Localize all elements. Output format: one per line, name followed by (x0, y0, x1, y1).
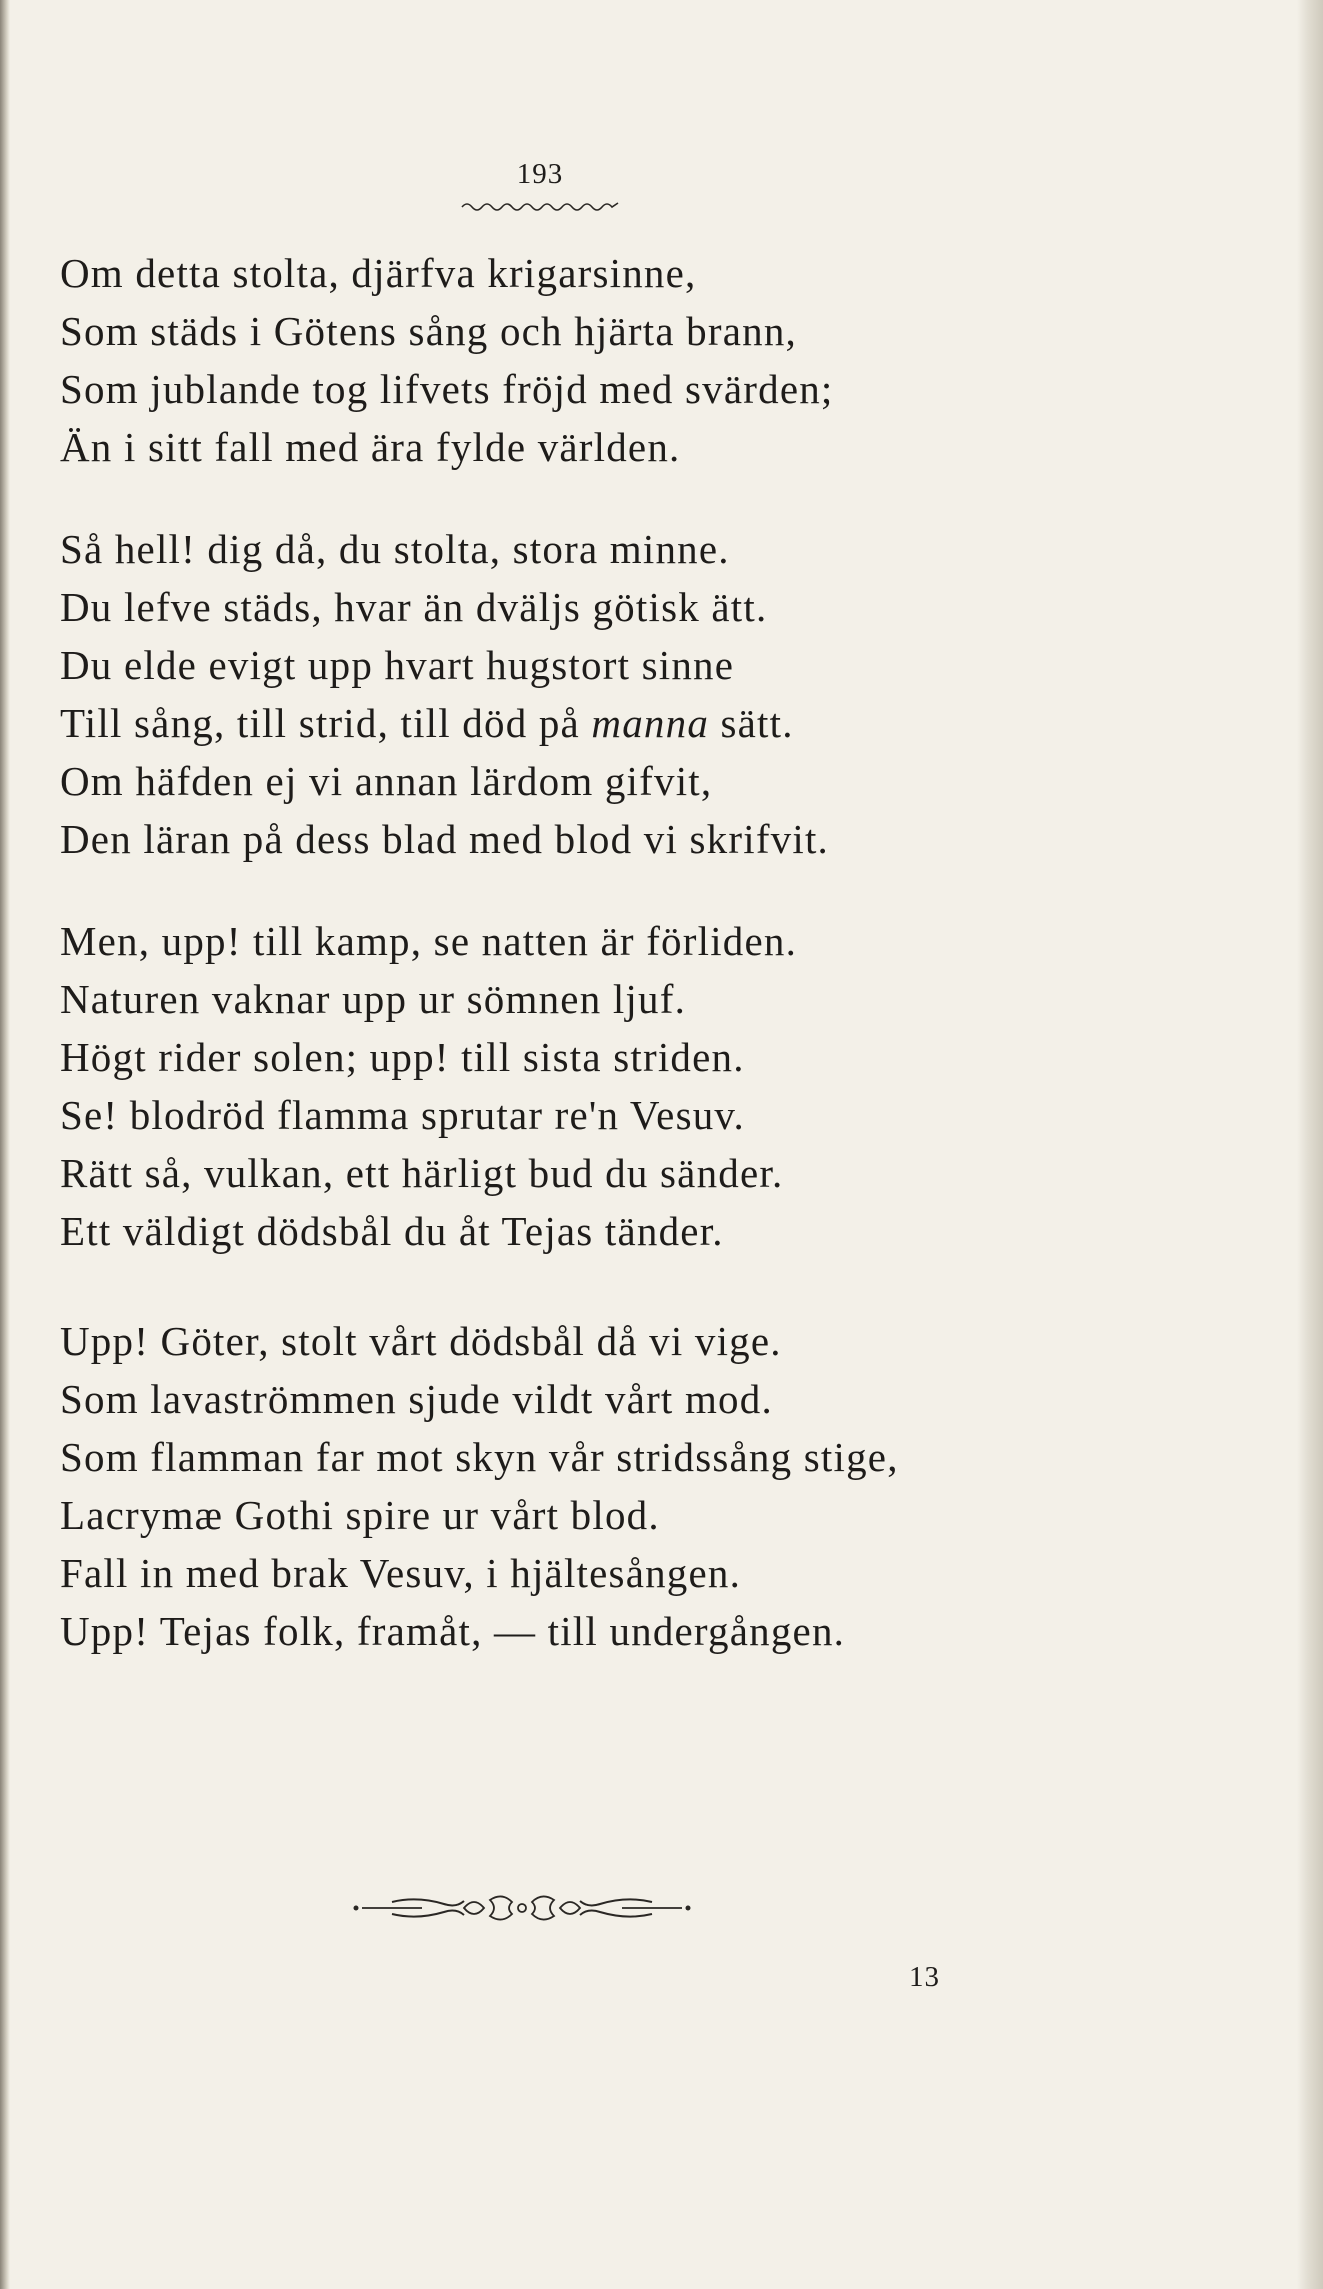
poem-line: Den läran på dess blad med blod vi skrifvit. (60, 816, 829, 862)
poem-line: Naturen vaknar upp ur sömnen ljuf. (60, 976, 687, 1022)
stanza-1 (60, 244, 1260, 476)
poem-line: Fall in med brak Vesuv, i hjältesången. (60, 1550, 742, 1596)
poem-line: Du lefve städs, hvar än dväljs götisk ätt. (60, 584, 768, 630)
poem-line: Se! blodröd flamma sprutar re'n Vesuv. (60, 1092, 745, 1138)
tailpiece-ornament-icon (352, 1888, 692, 1928)
page-left-edge (0, 0, 10, 2289)
poem-line: Lacrymæ Gothi spire ur vårt blod. (60, 1492, 660, 1538)
stanza-3 (60, 912, 1260, 1260)
poem-line: Upp! Göter, stolt vårt dödsbål då vi vige. (60, 1318, 782, 1364)
stanza-2 (60, 520, 1260, 868)
poem-line: Så hell! dig då, du stolta, stora minne. (60, 526, 730, 572)
poem-line-start: Till sång, till strid, till död på (60, 700, 592, 746)
poem-line: Som flamman far mot skyn vår stridssång stige, (60, 1434, 899, 1480)
poem-line: Högt rider solen; upp! till sista striden. (60, 1034, 745, 1080)
poem-line: Ett väldigt dödsbål du åt Tejas tänder. (60, 1208, 724, 1254)
poem-line: Om häfden ej vi annan lärdom gifvit, (60, 758, 713, 804)
stanza-break (60, 1260, 1260, 1312)
poem-line: Som städs i Götens sång och hjärta brann, (60, 308, 797, 354)
stanza-break (60, 476, 1260, 520)
italic-word: manna (591, 700, 710, 746)
poem-line: Som jublande tog lifvets fröjd med svärden; (60, 366, 834, 412)
stanza-4 (60, 1312, 1260, 1660)
poem-line: Rätt så, vulkan, ett härligt bud du sänder. (60, 1150, 784, 1196)
poem-line: Som lavaströmmen sjude vildt vårt mod. (60, 1376, 773, 1422)
signature-mark: 13 (909, 1961, 940, 1993)
poem-line-with-italic (60, 694, 1260, 752)
stanza-break (60, 868, 1260, 912)
poem-line: Du elde evigt upp hvart hugstort sinne (60, 642, 735, 688)
page-right-edge (1297, 0, 1323, 2289)
poem-line-end: sätt. (709, 700, 794, 746)
poem-line: Än i sitt fall med ära fylde världen. (60, 424, 681, 470)
page-number: 193 (516, 158, 564, 190)
poem-line: Upp! Tejas folk, framåt, — till undergången. (60, 1608, 846, 1654)
poem-line: Om detta stolta, djärfva krigarsinne, (60, 250, 697, 296)
wavy-rule-icon (460, 200, 620, 214)
poem-line: Men, upp! till kamp, se natten är förliden. (60, 918, 798, 964)
poem (60, 244, 1260, 1660)
